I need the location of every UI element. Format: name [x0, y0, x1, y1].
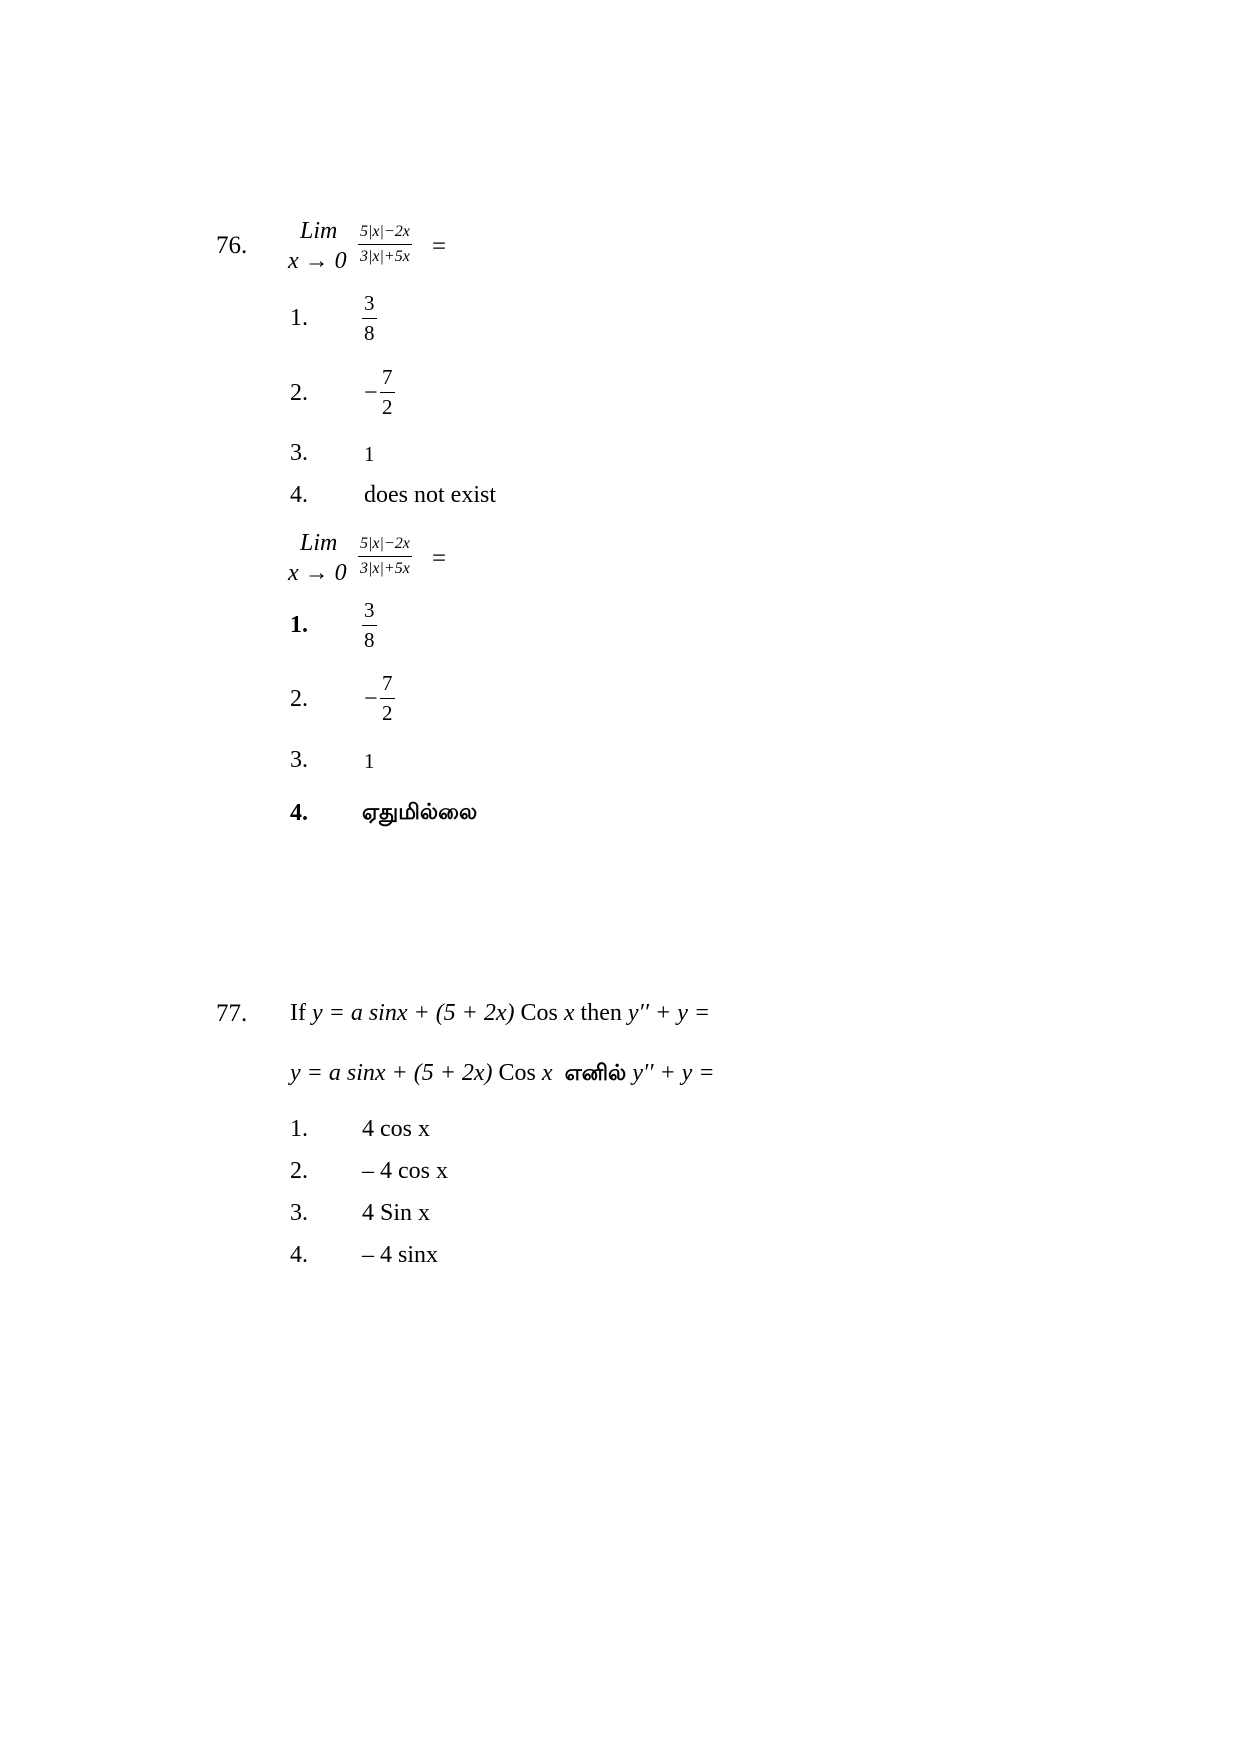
fraction-denominator: 2 [380, 698, 395, 724]
if-word: If [290, 1000, 306, 1026]
lim-word: Lim [300, 530, 338, 556]
limit-fraction [358, 224, 412, 265]
option-label: 3. [290, 440, 308, 466]
option-value: 1 [364, 442, 375, 466]
option-label: 1. [290, 305, 308, 331]
question-number: 76. [216, 232, 248, 259]
limit-numerator: 5|x|−2x [360, 535, 410, 552]
question-number: 77. [216, 1000, 248, 1027]
option-label: 1. [290, 1116, 308, 1142]
minus-sign: − [364, 380, 378, 406]
enil-word: எனில் [564, 1061, 627, 1086]
option-value: ஏதுமில்லை [362, 800, 478, 825]
limit-numerator: 5|x|−2x [360, 223, 410, 240]
option-fraction [362, 293, 377, 344]
fraction-denominator: 8 [362, 625, 377, 651]
option-label: 3. [290, 1200, 308, 1226]
option-value: – 4 sinx [362, 1242, 439, 1268]
derivative-expression: y′′ + y = [632, 1060, 715, 1086]
limit-fraction [358, 536, 412, 577]
limit-denominator: 3|x|+5x [358, 244, 412, 265]
lim-subscript: x → 0 [288, 560, 347, 586]
option-label: 2. [290, 1158, 308, 1184]
equals-sign: = [432, 545, 447, 572]
option-value: 1 [364, 749, 375, 773]
equation: y = a sinx + (5 + 2x) [311, 1000, 515, 1026]
x-variable: x [541, 1060, 553, 1086]
option-label: 4. [290, 482, 308, 508]
option-fraction [380, 673, 395, 724]
option-fraction [380, 367, 395, 418]
question-text [290, 1000, 710, 1027]
fraction-denominator: 2 [380, 392, 395, 418]
derivative-expression: y′′ + y = [627, 1000, 711, 1026]
option-value: – 4 cos x [362, 1158, 448, 1184]
lim-word: Lim [300, 218, 338, 244]
option-label: 4. [290, 800, 308, 826]
option-label: 2. [290, 380, 308, 406]
option-label: 3. [290, 747, 308, 773]
option-value: 4 Sin x [362, 1200, 431, 1226]
option-value: 4 cos x [362, 1116, 430, 1142]
option-label: 2. [290, 686, 308, 712]
limit-denominator: 3|x|+5x [358, 556, 412, 577]
option-fraction [362, 600, 377, 651]
fraction-numerator: 3 [364, 598, 375, 622]
cos-word: Cos [498, 1060, 536, 1086]
fraction-numerator: 7 [382, 671, 393, 695]
x-variable: x [563, 1000, 575, 1026]
lim-subscript: x → 0 [288, 248, 347, 274]
option-label: 1. [290, 612, 308, 638]
equation: y = a sinx + (5 + 2x) [290, 1060, 493, 1086]
equals-sign: = [432, 233, 447, 260]
fraction-numerator: 7 [382, 365, 393, 389]
cos-word: Cos [520, 1000, 558, 1026]
fraction-denominator: 8 [362, 318, 377, 344]
minus-sign: − [364, 686, 378, 712]
option-label: 4. [290, 1242, 308, 1268]
then-word: then [580, 1000, 622, 1026]
fraction-numerator: 3 [364, 291, 375, 315]
option-value: does not exist [364, 482, 496, 508]
question-text-tamil [290, 1060, 715, 1089]
